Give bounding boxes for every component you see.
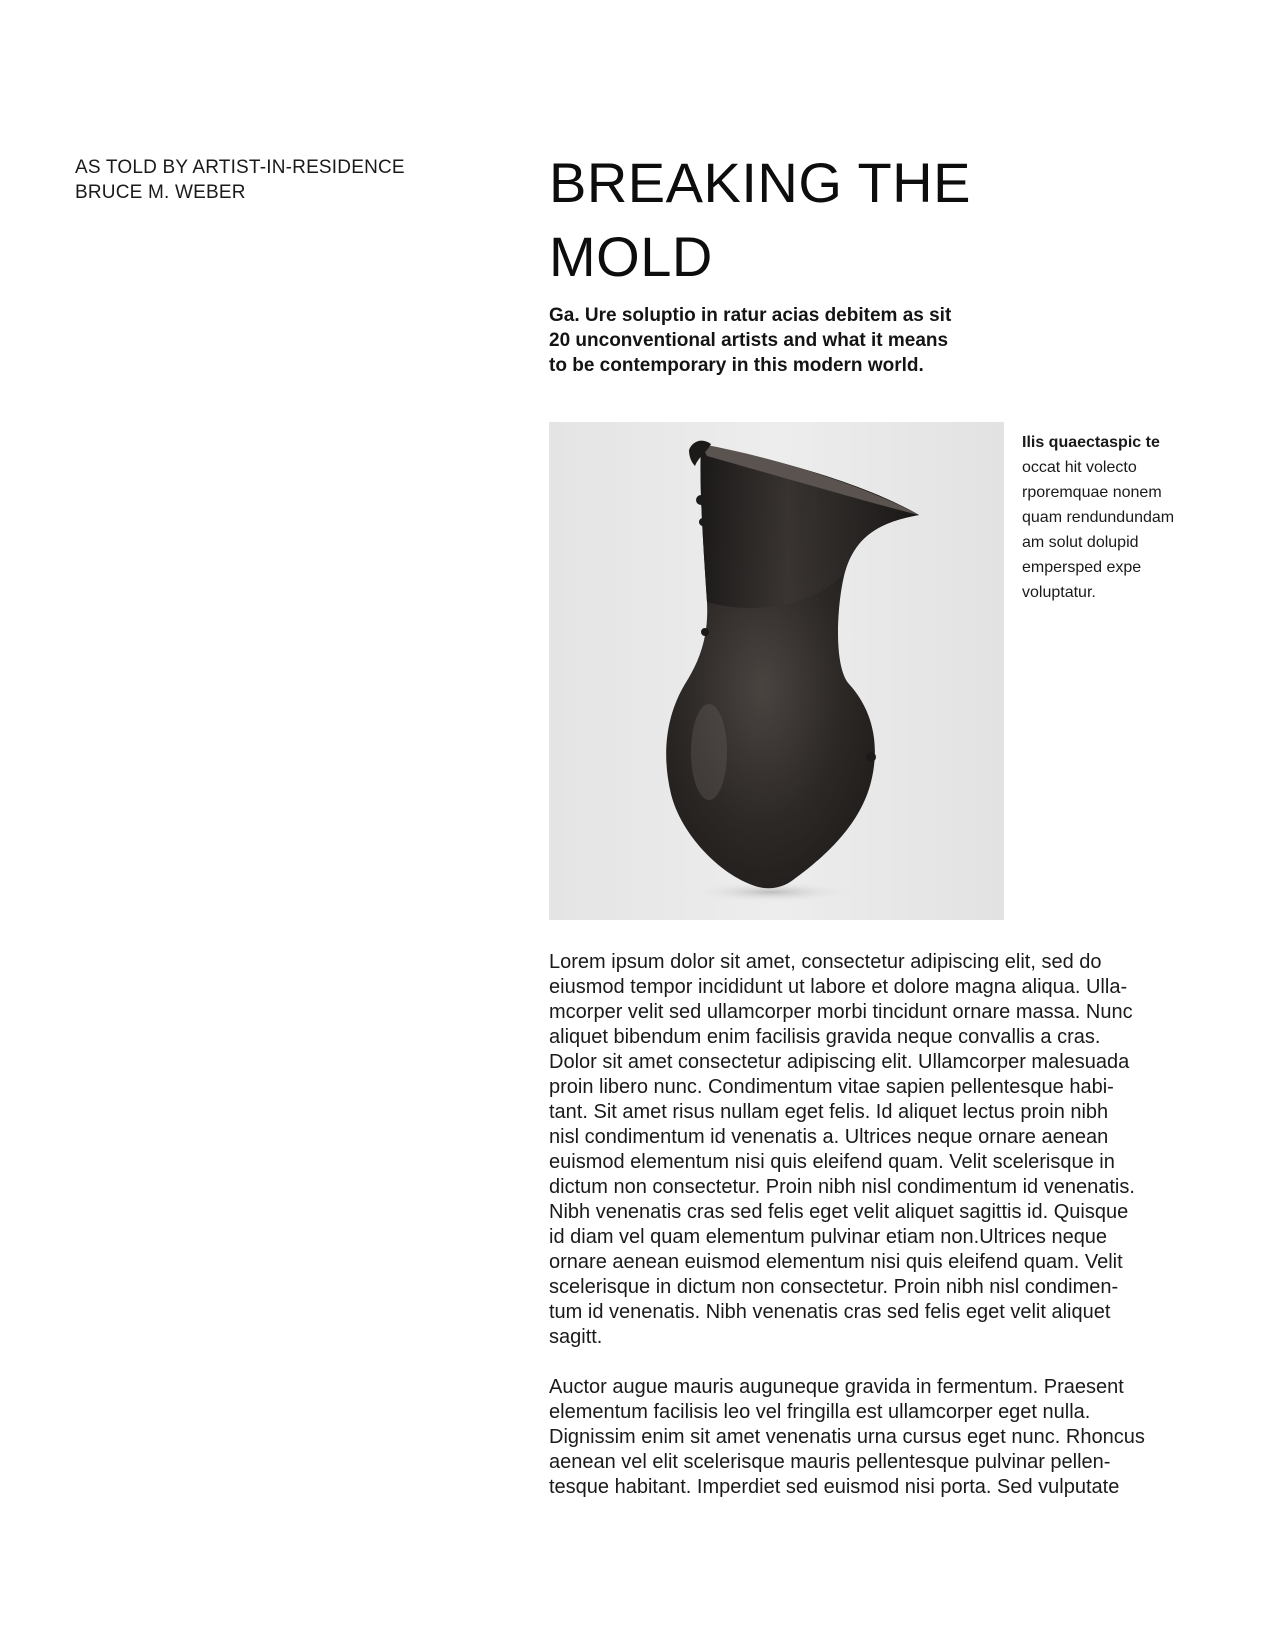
body-line: mcorper velit sed ullamcorper morbi tincidunt ornare massa. Nunc (549, 1001, 1133, 1023)
vase-nub-4 (866, 752, 876, 762)
vase-illustration (549, 422, 1004, 920)
body-line: sagitt. (549, 1326, 603, 1348)
dek-line-1: Ga. Ure soluptio in ratur acias debitem as sit (549, 305, 952, 326)
byline-line-1: AS TOLD BY ARTIST-IN-RESIDENCE (75, 157, 405, 178)
body-line: id diam vel quam elementum pulvinar etiam non.Ultrices neque (549, 1226, 1108, 1248)
body-line: Lorem ipsum dolor sit amet, consectetur adipiscing elit, sed do (549, 951, 1102, 973)
vase-nub-2 (699, 518, 707, 526)
body-paragraph-1 (549, 950, 1229, 1350)
body-line: aliquet bibendum enim facilisis gravida neque convallis a cras. (549, 1026, 1101, 1048)
article-title (549, 146, 1069, 294)
caption-line: am solut dolupid (1022, 534, 1139, 551)
dek-line-2: 20 unconventional artists and what it means (549, 330, 949, 351)
body-line: ornare aenean euismod elementum nisi quis eleifend quam. Velit (549, 1251, 1123, 1273)
body-line: nisl condimentum id venenatis a. Ultrices neque ornare aenean (549, 1126, 1109, 1148)
title-line-2: MOLD (549, 225, 713, 288)
body-line: Dignissim enim sit amet venenatis urna cursus eget nunc. Rhoncus (549, 1426, 1145, 1448)
body-paragraph-2 (549, 1375, 1229, 1500)
body-line: eiusmod tempor incididunt ut labore et dolore magna aliqua. Ulla- (549, 976, 1128, 998)
body-line: scelerisque in dictum non consectetur. Proin nibh nisl condimen- (549, 1276, 1119, 1298)
byline-line-2: BRUCE M. WEBER (75, 182, 246, 203)
body-line: dictum non consectetur. Proin nibh nisl condimentum id venenatis. (549, 1176, 1135, 1198)
caption-line: quam rendundundam (1022, 509, 1175, 526)
body-line: Dolor sit amet consectetur adipiscing elit. Ullamcorper malesuada (549, 1051, 1130, 1073)
photo-caption (1022, 430, 1222, 605)
caption-line: rporemquae nonem (1022, 484, 1162, 501)
article-body (549, 950, 1229, 1500)
vase-nub-3 (701, 628, 709, 636)
vase-photo (549, 422, 1004, 920)
byline (75, 155, 475, 205)
caption-line: empersped expe (1022, 559, 1142, 576)
body-line: Nibh venenatis cras sed felis eget velit aliquet sagittis id. Quisque (549, 1201, 1129, 1223)
caption-bold-line: Ilis quaectaspic te (1022, 434, 1160, 451)
title-line-1: BREAKING THE (549, 151, 971, 214)
vase-nub-1 (696, 495, 706, 505)
body-line: tesque habitant. Imperdiet sed euismod nisi porta. Sed vulputate (549, 1476, 1120, 1498)
body-line: aenean vel elit scelerisque mauris pellentesque pulvinar pellen- (549, 1451, 1111, 1473)
body-line: tum id venenatis. Nibh venenatis cras sed felis eget velit aliquet (549, 1301, 1111, 1323)
body-line: tant. Sit amet risus nullam eget felis. Id aliquet lectus proin nibh (549, 1101, 1109, 1123)
vase-highlight (691, 704, 727, 800)
body-line: euismod elementum nisi quis eleifend quam. Velit scelerisque in (549, 1151, 1115, 1173)
vase-neck (700, 444, 919, 608)
caption-line: occat hit volecto (1022, 459, 1137, 476)
dek-line-3: to be contemporary in this modern world. (549, 355, 924, 376)
body-line: elementum facilisis leo vel fringilla est ullamcorper eget nulla. (549, 1401, 1091, 1423)
article-dek (549, 303, 1019, 378)
body-line: proin libero nunc. Condimentum vitae sapien pellentesque habi- (549, 1076, 1114, 1098)
caption-line: voluptatur. (1022, 584, 1096, 601)
body-line: Auctor augue mauris auguneque gravida in fermentum. Praesent (549, 1376, 1124, 1398)
